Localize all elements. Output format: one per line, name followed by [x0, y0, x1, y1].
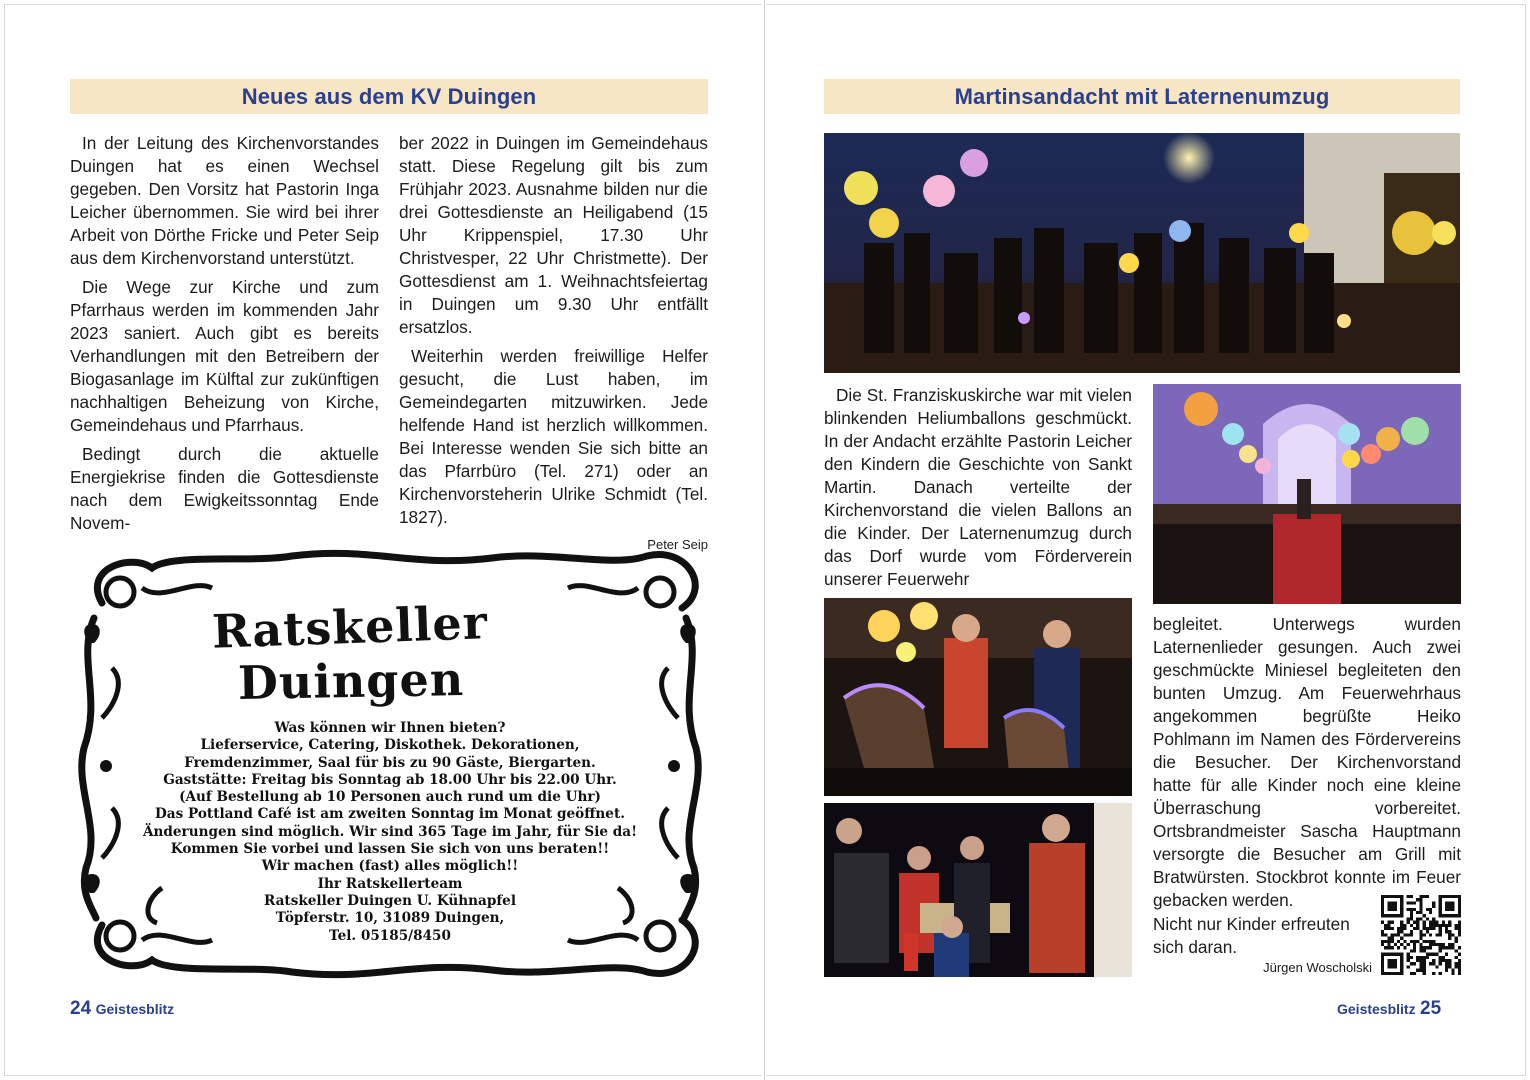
- ad-line: Töpferstr. 10, 31089 Duingen,: [275, 910, 505, 927]
- headline-kv-duingen: Neues aus dem KV Duingen: [241, 83, 537, 109]
- article-text-b: [1153, 613, 1461, 918]
- photo-miniesel: [824, 598, 1132, 796]
- ad-line: Kommen Sie vorbei und lassen Sie sich von uns beraten!!: [170, 841, 610, 858]
- ad-line: Das Pottland Café ist am zweiten Sonntag im Monat geöffnet.: [155, 806, 625, 823]
- article-column-2: [399, 132, 708, 556]
- ad-line: Ratskeller Duingen U. Kühnapfel: [264, 892, 516, 909]
- magazine-title: Geistesblitz: [95, 1001, 175, 1017]
- paragraph: Bedingt durch die aktuelle Energiekrise finden die Gottesdienste nach dem Ewigkeitssonntag Ende Novem-: [70, 444, 379, 533]
- signature: Peter Seip: [647, 537, 708, 552]
- ad-name-duingen: Duingen: [237, 652, 465, 710]
- headline-martinsandacht: Martinsandacht mit Laternenumzug: [954, 83, 1330, 109]
- photo-grill: [824, 803, 1132, 977]
- ad-line: Änderungen sind möglich. Wir sind 365 Tage im Jahr, für Sie da!: [142, 823, 638, 840]
- paragraph: ber 2022 in Duingen im Gemeindehaus statt. Diese Regelung gilt bis zum Frühjahr 2023. Ausnahme bilden nur die drei Gottesdienste an Heiligabend (15 Uhr Krippenspiel, 17.30 Uhr Christvesper, 22 Uhr Christmette). Der Gottesdienst am 1. Weihnachtsfeiertag in Duingen um 9.30 Uhr entfällt ersatzlos.: [399, 133, 708, 337]
- ad-name-ratskeller: Ratskeller: [211, 595, 489, 659]
- ratskeller-advertisement: [72, 548, 708, 980]
- paragraph: begleitet. Unterwegs wurden Laternenlieder gesungen. Auch zwei geschmückte Miniesel begleiteten den bunten Umzug. Am Feuerwehrhaus angekommen begrüßte Heiko Pohlmann im Namen des Fördervereins die Besucher. Der Kirchenvorstand hatte für alle Kinder noch eine kleine Überraschung vorbereitet. Ortsbrandmeister Sascha Hauptmann versorgte die Besucher am Grill mit Bratwürsten. Stockbrot konnte im Feuer gebacken werden.: [1153, 614, 1461, 910]
- paragraph: Nicht nur Kinder erfreuten sich daran.: [1153, 914, 1350, 957]
- photo-kirche-innen: [1153, 384, 1461, 604]
- ad-line: Wir machen (fast) alles möglich!!: [261, 858, 519, 875]
- ad-line: Was können wir Ihnen bieten?: [274, 720, 506, 736]
- photo-laternenumzug: [824, 133, 1460, 373]
- ad-line: (Auf Bestellung ab 10 Personen auch rund um die Uhr): [179, 789, 601, 806]
- article-text-c: [1153, 913, 1375, 965]
- page-number: 24: [70, 998, 92, 1019]
- footer-right: [1337, 998, 1441, 1020]
- article-column-1: [70, 132, 379, 541]
- signature-right: Jürgen Woscholski: [1263, 960, 1372, 975]
- magazine-title: Geistesblitz: [1337, 1001, 1416, 1017]
- paragraph: Die St. Franziskuskirche war mit vielen blinkenden Heliumballons geschmückt. In der Andacht erzählte Pastorin Leicher den Kindern die Geschichte von Sankt Martin. Danach verteilte der Kirchenvorstand die vielen Ballons an die Kinder. Der Laternenumzug durch das Dorf wurde vom Förderverein unserer Feuerwehr: [824, 385, 1132, 589]
- qr-code-icon[interactable]: [1381, 895, 1461, 975]
- paragraph: Weiterhin werden freiwillige Helfer gesucht, die Lust haben, im Gemeindegarten mitzuwirken. Jede helfende Hand ist herzlich willkommen. Bei Interesse wenden Sie sich bitte an das Pfarrbüro (Tel. 271) oder an Kirchenvorsteherin Ulrike Schmidt (Tel. 1827).: [399, 346, 708, 527]
- ad-line: Gaststätte: Freitag bis Sonntag ab 18.00 Uhr bis 22.00 Uhr.: [163, 771, 617, 788]
- ad-line: Ihr Ratskellerteam: [317, 875, 463, 892]
- ad-line: Tel. 05185/8450: [329, 927, 451, 944]
- page-number: 25: [1420, 998, 1442, 1019]
- ad-info: [112, 720, 668, 945]
- paragraph: In der Leitung des Kirchenvorstandes Duingen hat es einen Wechsel gegeben. Den Vorsitz hat Pastorin Inga Leicher übernommen. Sie wird bei ihrer Arbeit von Dörthe Fricke und Peter Seip aus dem Kirchenvorstand unterstützt.: [70, 133, 379, 268]
- headline-bar-left: [70, 79, 708, 114]
- ad-line: Lieferservice, Catering, Diskothek. Dekorationen,: [200, 737, 580, 754]
- paragraph: Die Wege zur Kirche und zum Pfarrhaus werden im kommenden Jahr 2023 saniert. Auch gibt es bereits Verhandlungen mit den Betreibern der Biogasanlage im Külftal zur zukünftigen nachhaltigen Beheizung von Kirche, Gemeindehaus und Pfarrhaus.: [70, 277, 379, 435]
- article-text-a: [824, 384, 1132, 597]
- ad-line: Fremdenzimmer, Saal für bis zu 90 Gäste, Biergarten.: [184, 754, 596, 771]
- footer-left: [70, 998, 174, 1020]
- headline-bar-right: [824, 79, 1460, 114]
